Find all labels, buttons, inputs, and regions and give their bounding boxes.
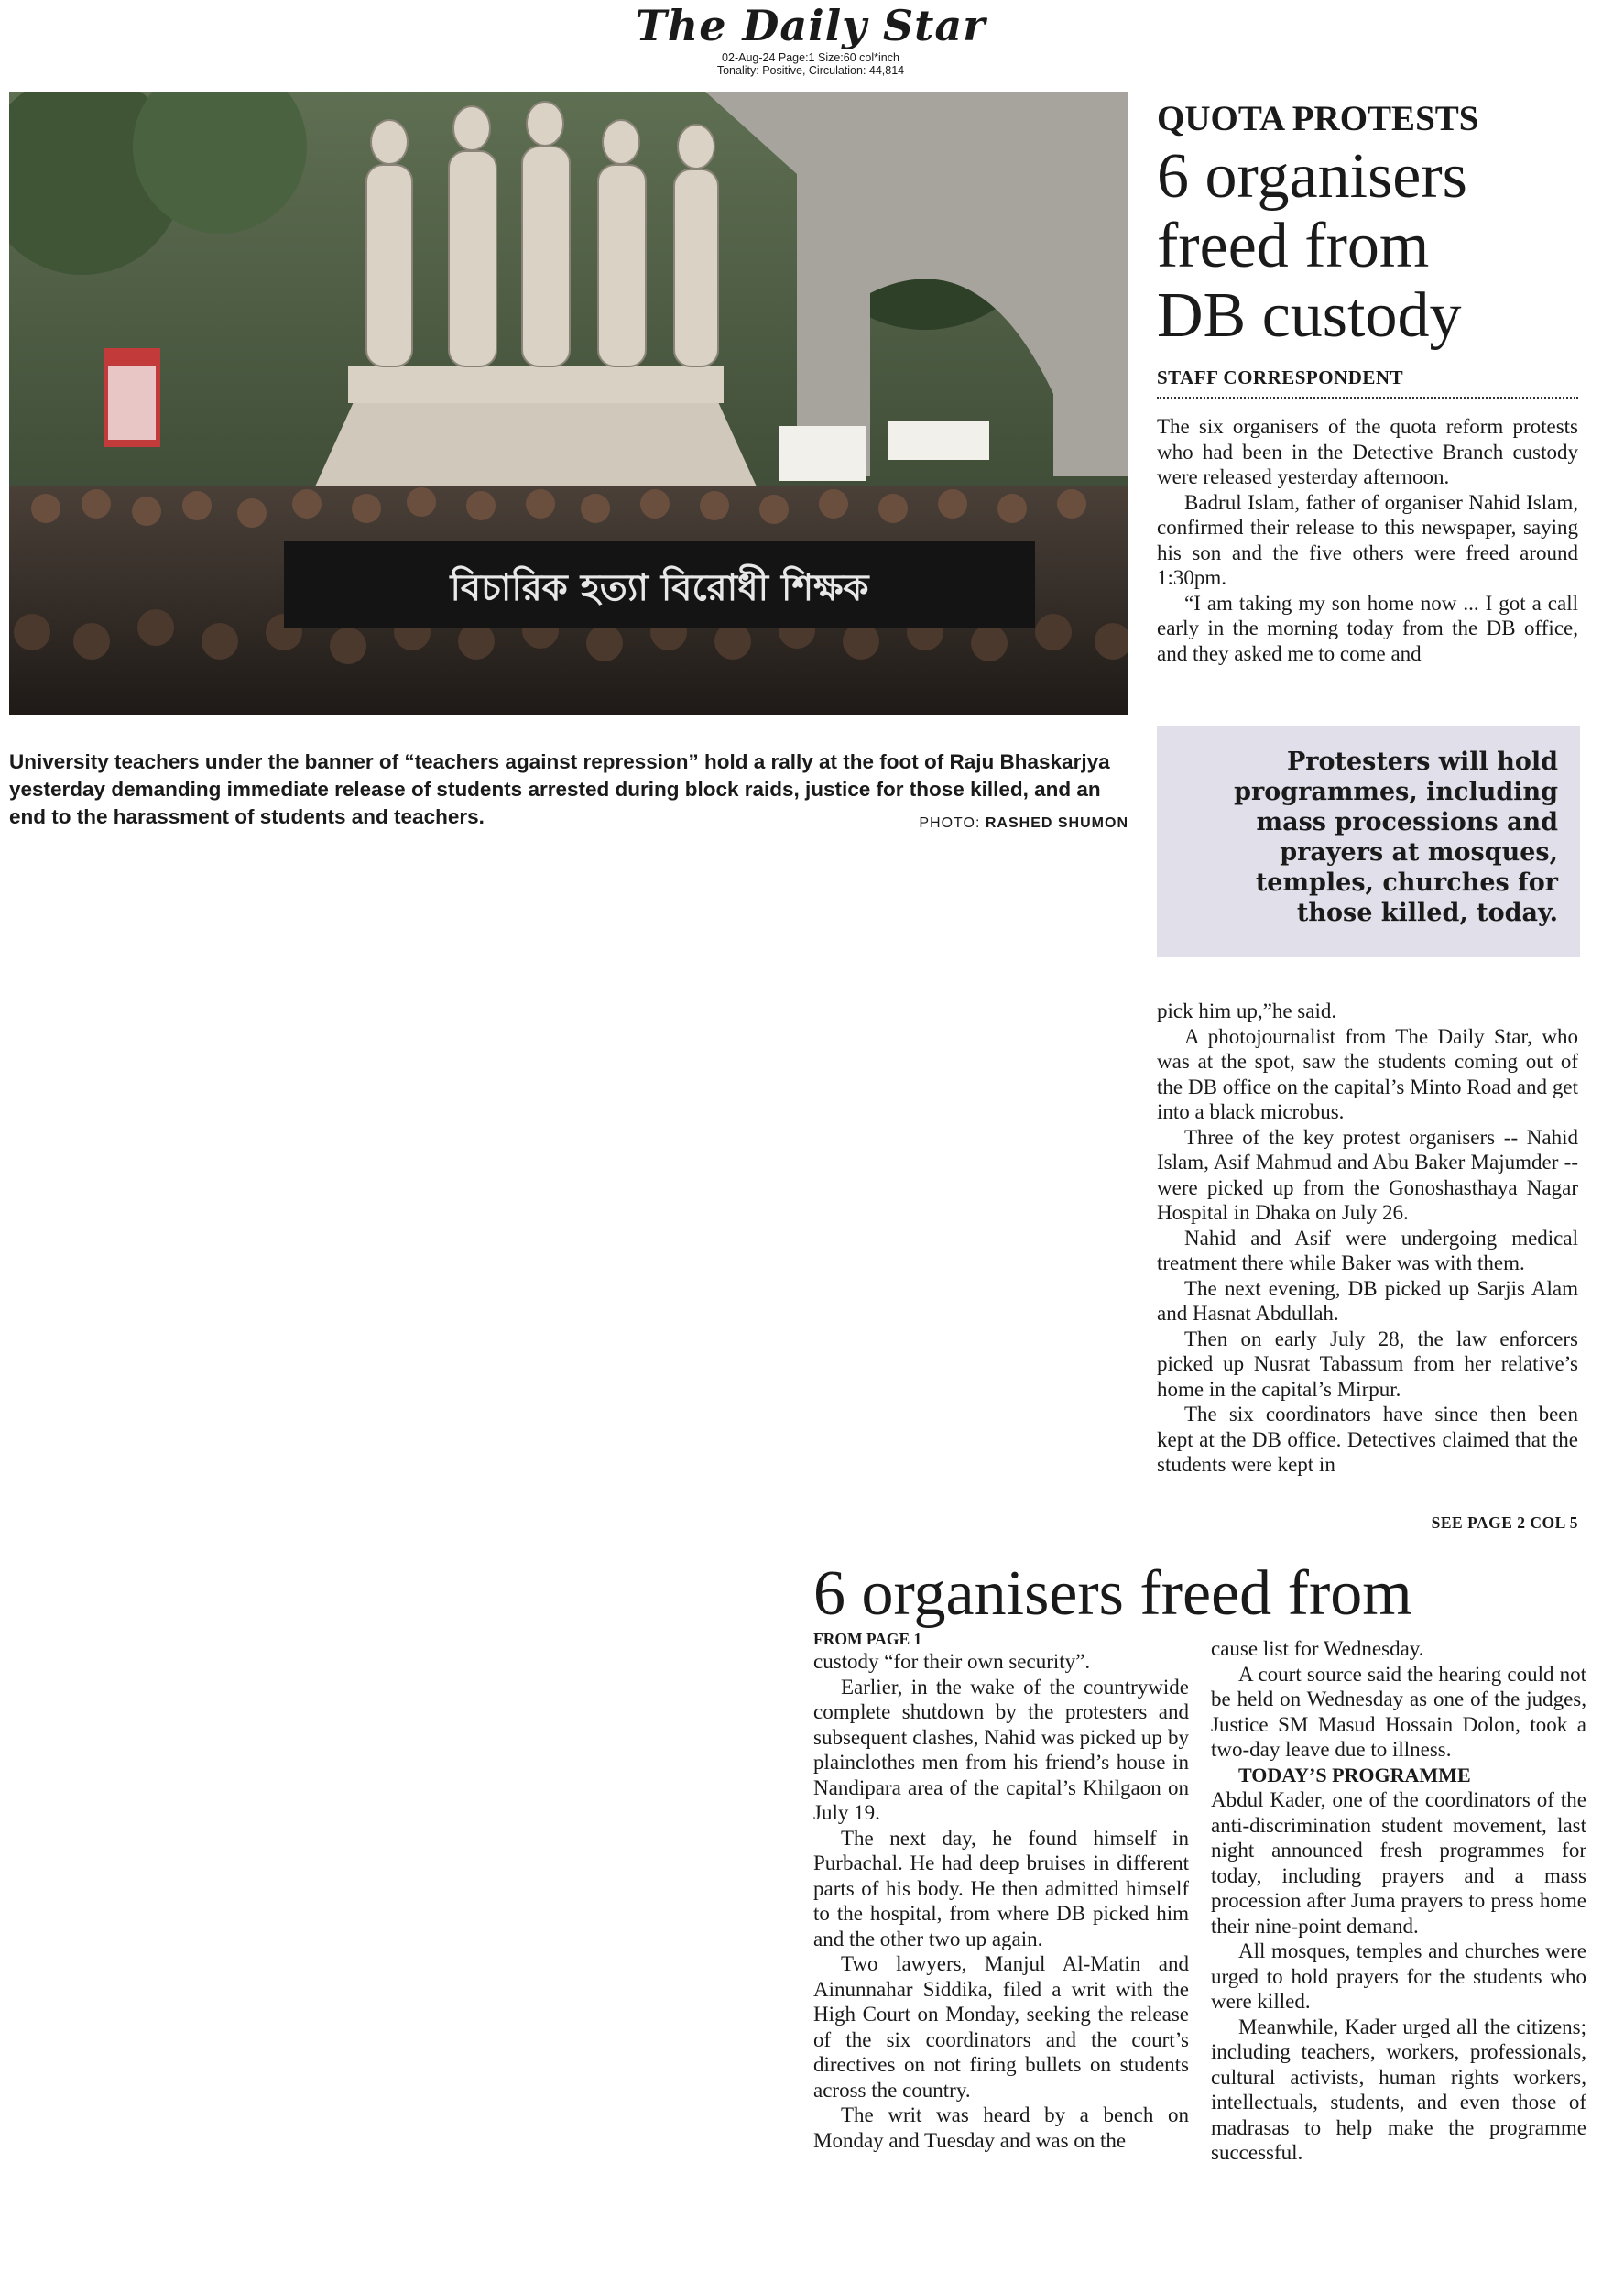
from-page-tag: FROM PAGE 1 [813, 1630, 922, 1648]
jump-headline: 6 organisers freed from [813, 1558, 1412, 1629]
story-paragraph: All mosques, temples and churches were urged to hold prayers for the students who were killed. [1211, 1939, 1586, 2013]
story-paragraph: Meanwhile, Kader urged all the citizens; including teachers, workers, professionals, cultural activists, human rights workers, intellectuals, students, and even those of madrasas to help make the programme successful. [1211, 2015, 1586, 2164]
story-paragraph: The six coordinators have since then been kept at the DB office. Detectives claimed that the students were kept in [1157, 1403, 1578, 1476]
clipping-meta-line1: 02-Aug-24 Page:1 Size:60 col*inch [722, 51, 899, 64]
pull-quote: Protesters will hold programmes, including mass processions and prayers at mosques, temples, churches for those killed, today. [1234, 748, 1558, 927]
story-headline [1157, 142, 1587, 351]
pull-quote-box [1157, 726, 1580, 957]
headline-line: DB custody [1157, 280, 1462, 351]
photo-credit-label: PHOTO: [919, 815, 981, 831]
story-paragraph: Nahid and Asif were undergoing medical treatment there while Baker was with them. [1157, 1226, 1578, 1274]
story-paragraph: A photojournalist from The Daily Star, who was at the spot, saw the students coming out of the DB office on the capital’s Minto Road and get into a black microbus. [1157, 1024, 1578, 1123]
rally-photo [9, 92, 1128, 715]
story-paragraph: The six organisers of the quota reform protests who had been in the Detective Branch custody were released yesterday afternoon. [1157, 415, 1578, 488]
story-paragraph: Three of the key protest organisers -- Nahid Islam, Asif Mahmud and Abu Baker Majumder -- were picked up from the Gonoshasthaya Nagar Hospital in Dhaka on July 26. [1157, 1125, 1578, 1224]
story-paragraph: The next evening, DB picked up Sarjis Alam and Hasnat Abdullah. [1157, 1276, 1578, 1325]
story-paragraph: Two lawyers, Manjul Al-Matin and Ainunnahar Siddika, filed a writ with the High Court on Monday, seeking the release of the six coordinators and the court’s directives on not firing bullets on students across the country. [813, 1952, 1189, 2102]
story-paragraph: A court source said the hearing could not be held on Wednesday as one of the judges, Justice SM Masud Hossain Dolon, took a two-day leave due to illness. [1211, 1662, 1586, 1761]
photo-credit [879, 815, 1128, 832]
story-paragraph: cause list for Wednesday. [1211, 1637, 1424, 1660]
section-subhead: TODAY’S PROGRAMME [1238, 1763, 1471, 1786]
story-paragraph: custody “for their own security”. [813, 1650, 1091, 1673]
jump-reference: SEE PAGE 2 COL 5 [1431, 1513, 1578, 1532]
story-body-continued [1157, 999, 1578, 1502]
newspaper-logo: The Daily Star [635, 1, 986, 50]
headline-line: 6 organisers [1157, 141, 1467, 212]
photo-caption: University teachers under the banner of “teachers against repression” hold a rally at the foot of Raju Bhaskarjya yesterday demanding immediate release of students arrested during block raids, justice for those killed, and an end to the harassment of students and teachers. [9, 750, 1110, 828]
story-kicker: QUOTA PROTESTS [1157, 99, 1479, 138]
protest-banner-text: বিচারিক হত্যা বিরোধী শিক্ষক [450, 567, 869, 609]
story-body-top [1157, 414, 1578, 698]
jump-column-1 [813, 1649, 1189, 2272]
masthead [568, 0, 1053, 77]
story-paragraph: “I am taking my son home now ... I got a call early in the morning today from the DB office, and they asked me to come and [1157, 591, 1578, 665]
jump-column-2 [1211, 1636, 1586, 2270]
story-paragraph: Abdul Kader, one of the coordinators of the anti-discrimination student movement, last night announced fresh programmes for today, including prayers and a mass procession after Juma prayers to press home their nine-point demand. [1211, 1788, 1586, 1938]
byline: STAFF CORRESPONDENT [1157, 366, 1578, 399]
story-paragraph: Earlier, in the wake of the countrywide complete shutdown by the protesters and subsequent clashes, Nahid was picked up by plainclothes men from his friend’s house in Nandipara area of the capital’s Khilgaon on July 19. [813, 1675, 1189, 1824]
photographer-name: RASHED SHUMON [985, 815, 1128, 831]
headline-line: freed from [1157, 211, 1430, 281]
story-paragraph: Then on early July 28, the law enforcers picked up Nusrat Tabassum from her relative’s home in the capital’s Mirpur. [1157, 1327, 1578, 1401]
story-paragraph: pick him up,”he said. [1157, 999, 1337, 1022]
story-paragraph: Badrul Islam, father of organiser Nahid Islam, confirmed their release to this newspaper, saying his son and the five others were freed around 1:30pm. [1157, 490, 1578, 589]
story-paragraph: The writ was heard by a bench on Monday and Tuesday and was on the [813, 2103, 1189, 2152]
story-paragraph: The next day, he found himself in Purbachal. He had deep bruises in different parts of his body. He then admitted himself to the hospital, from where DB picked him and the other two up again. [813, 1826, 1189, 1950]
clipping-meta-line2: Tonality: Positive, Circulation: 44,814 [716, 64, 905, 77]
